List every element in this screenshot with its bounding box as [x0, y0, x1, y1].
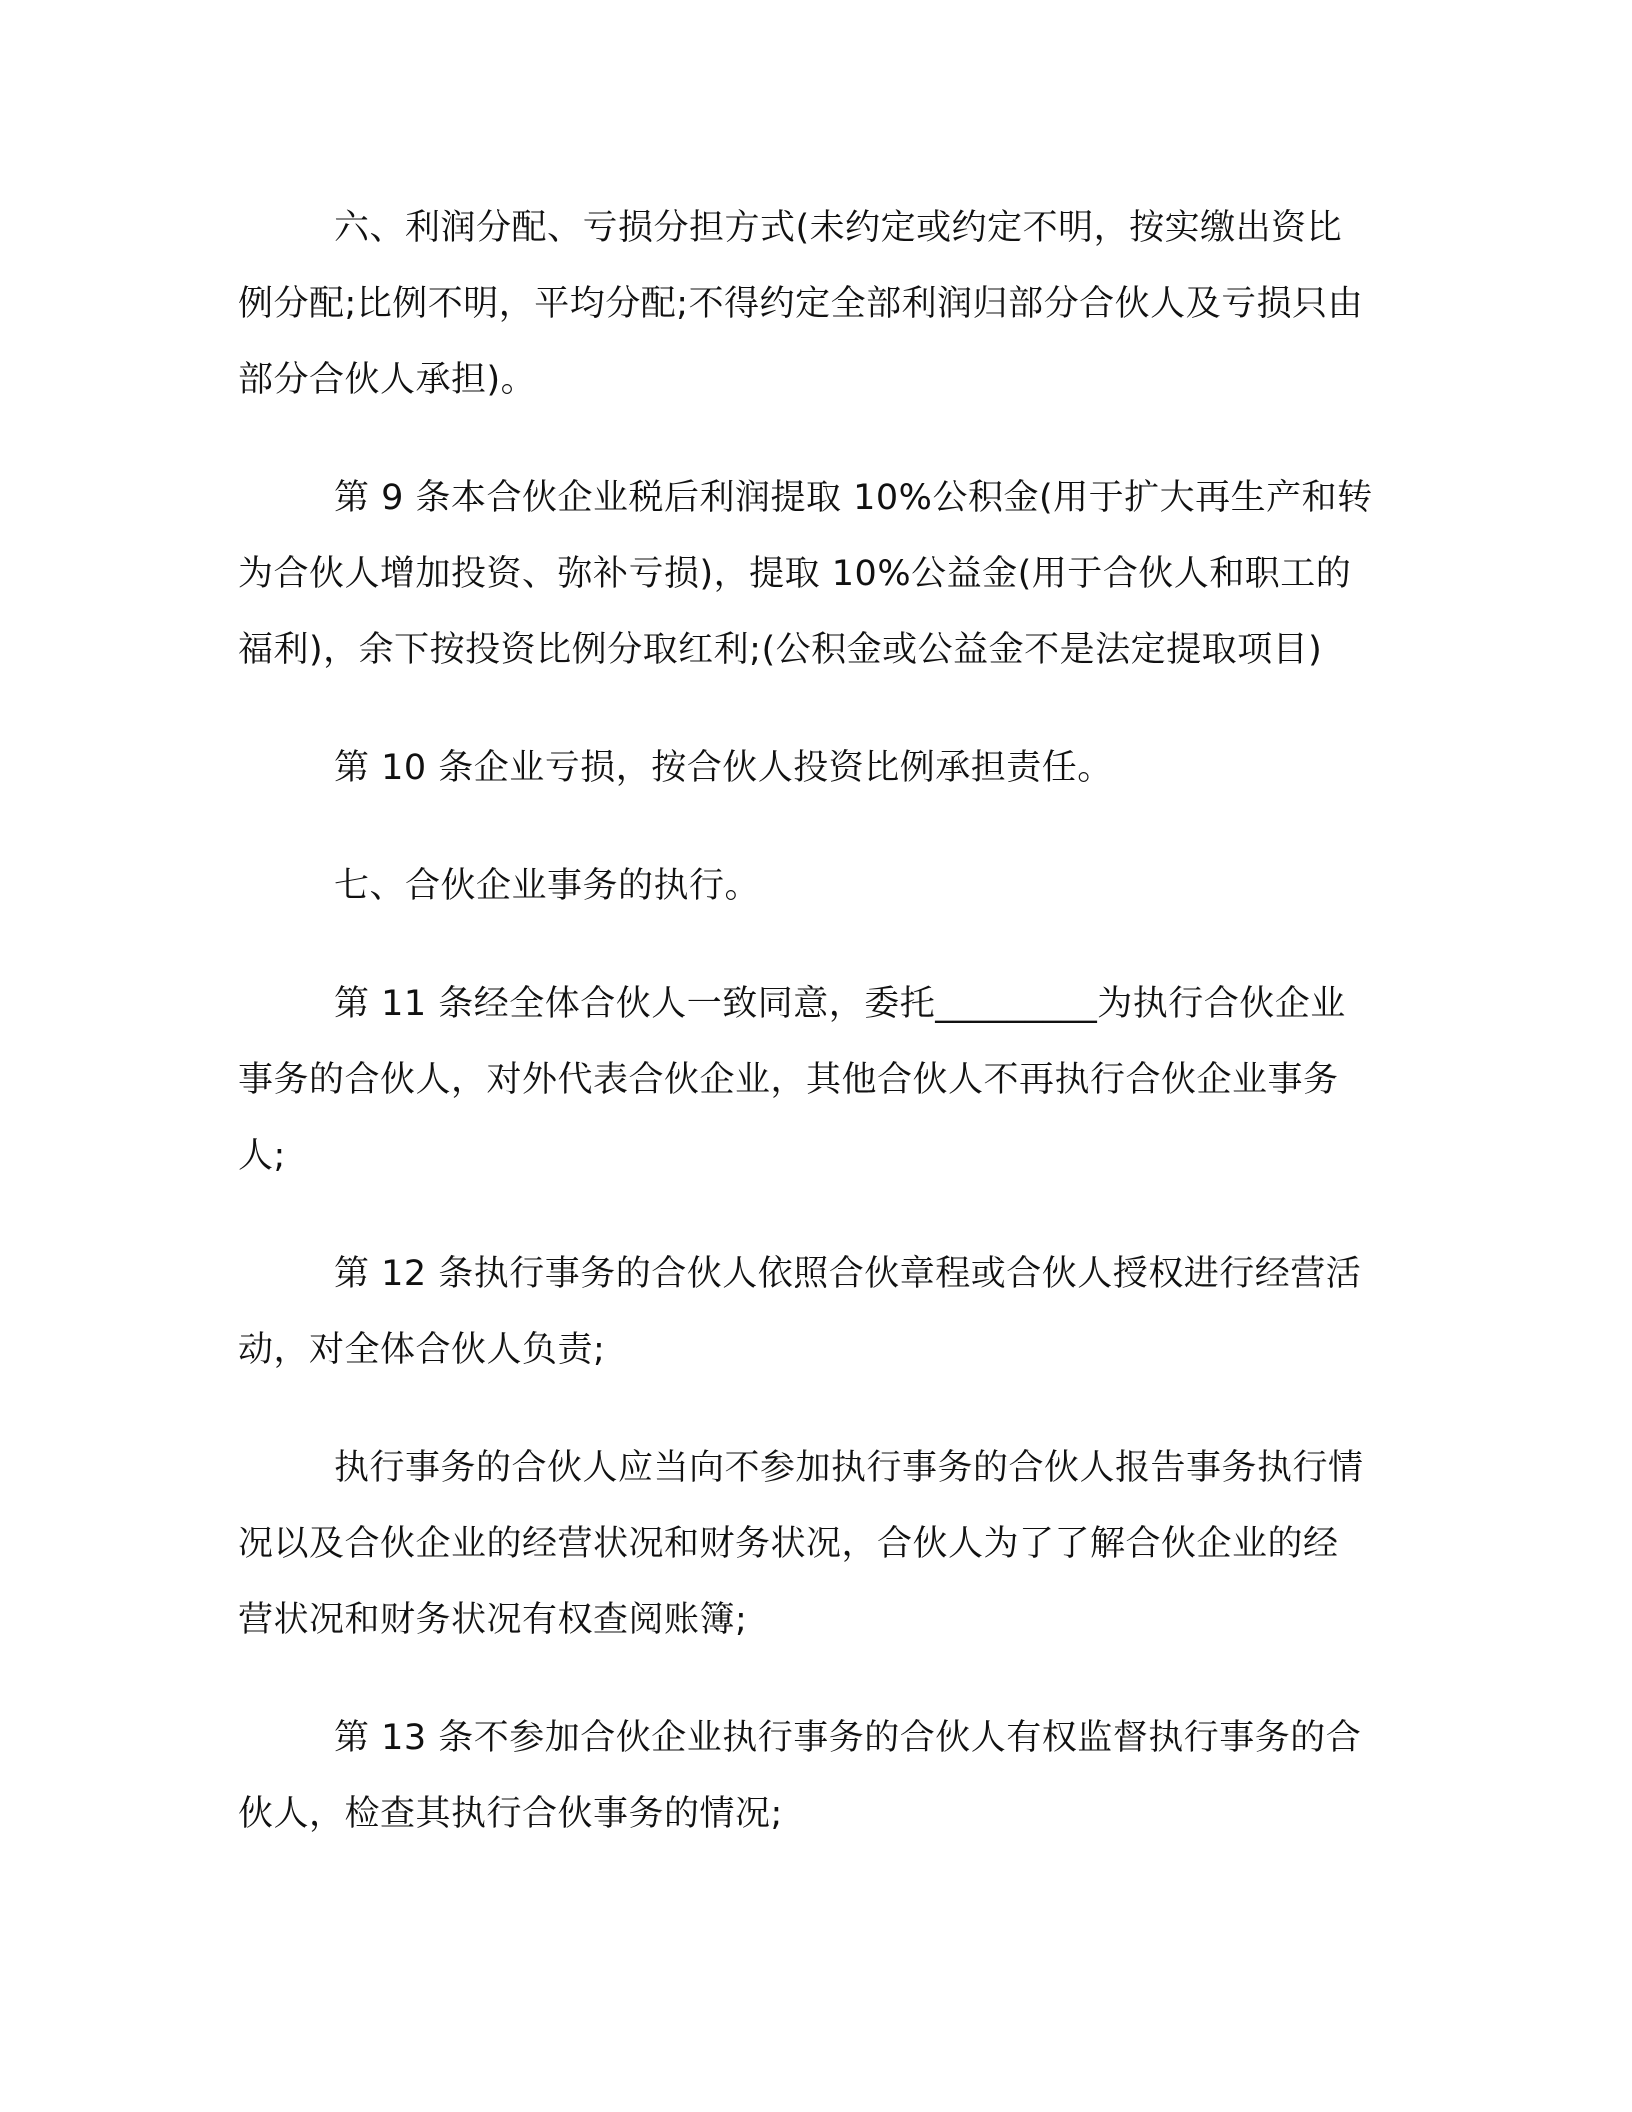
paragraph-profit-distribution: 六、利润分配、亏损分担方式(未约定或约定不明，按实缴出资比例分配;比例不明，平均分配;不得约定全部利润归部分合伙人及亏损只由部分合伙人承担)。 — [238, 208, 1364, 400]
document-body — [238, 190, 1373, 1894]
paragraph-article-13: 第 13 条不参加合伙企业执行事务的合伙人有权监督执行事务的合伙人，检查其执行合伙事务的情况; — [238, 1718, 1362, 1834]
paragraph-article-12: 第 12 条执行事务的合伙人依照合伙章程或合伙人授权进行经营活动，对全体合伙人负责; — [238, 1254, 1362, 1370]
paragraph-reporting-duty: 执行事务的合伙人应当向不参加执行事务的合伙人报告事务执行情况以及合伙企业的经营状况和财务状况，合伙人为了了解合伙企业的经营状况和财务状况有权查阅账簿; — [238, 1448, 1364, 1640]
paragraph-section-7-heading: 七、合伙企业事务的执行。 — [334, 866, 761, 906]
paragraph-article-10: 第 10 条企业亏损，按合伙人投资比例承担责任。 — [334, 748, 1113, 788]
paragraph-article-11: 第 11 条经全体合伙人一致同意，委托_________为执行合伙企业事务的合伙人，对外代表合伙企业，其他合伙人不再执行合伙企业事务人; — [238, 984, 1346, 1176]
paragraph-article-9: 第 9 条本合伙企业税后利润提取 10%公积金(用于扩大再生产和转为合伙人增加投资、弥补亏损)，提取 10%公益金(用于合伙人和职工的福利)，余下按投资比例分取红利;(公积金或公益金不是法定提取项目) — [238, 478, 1373, 670]
